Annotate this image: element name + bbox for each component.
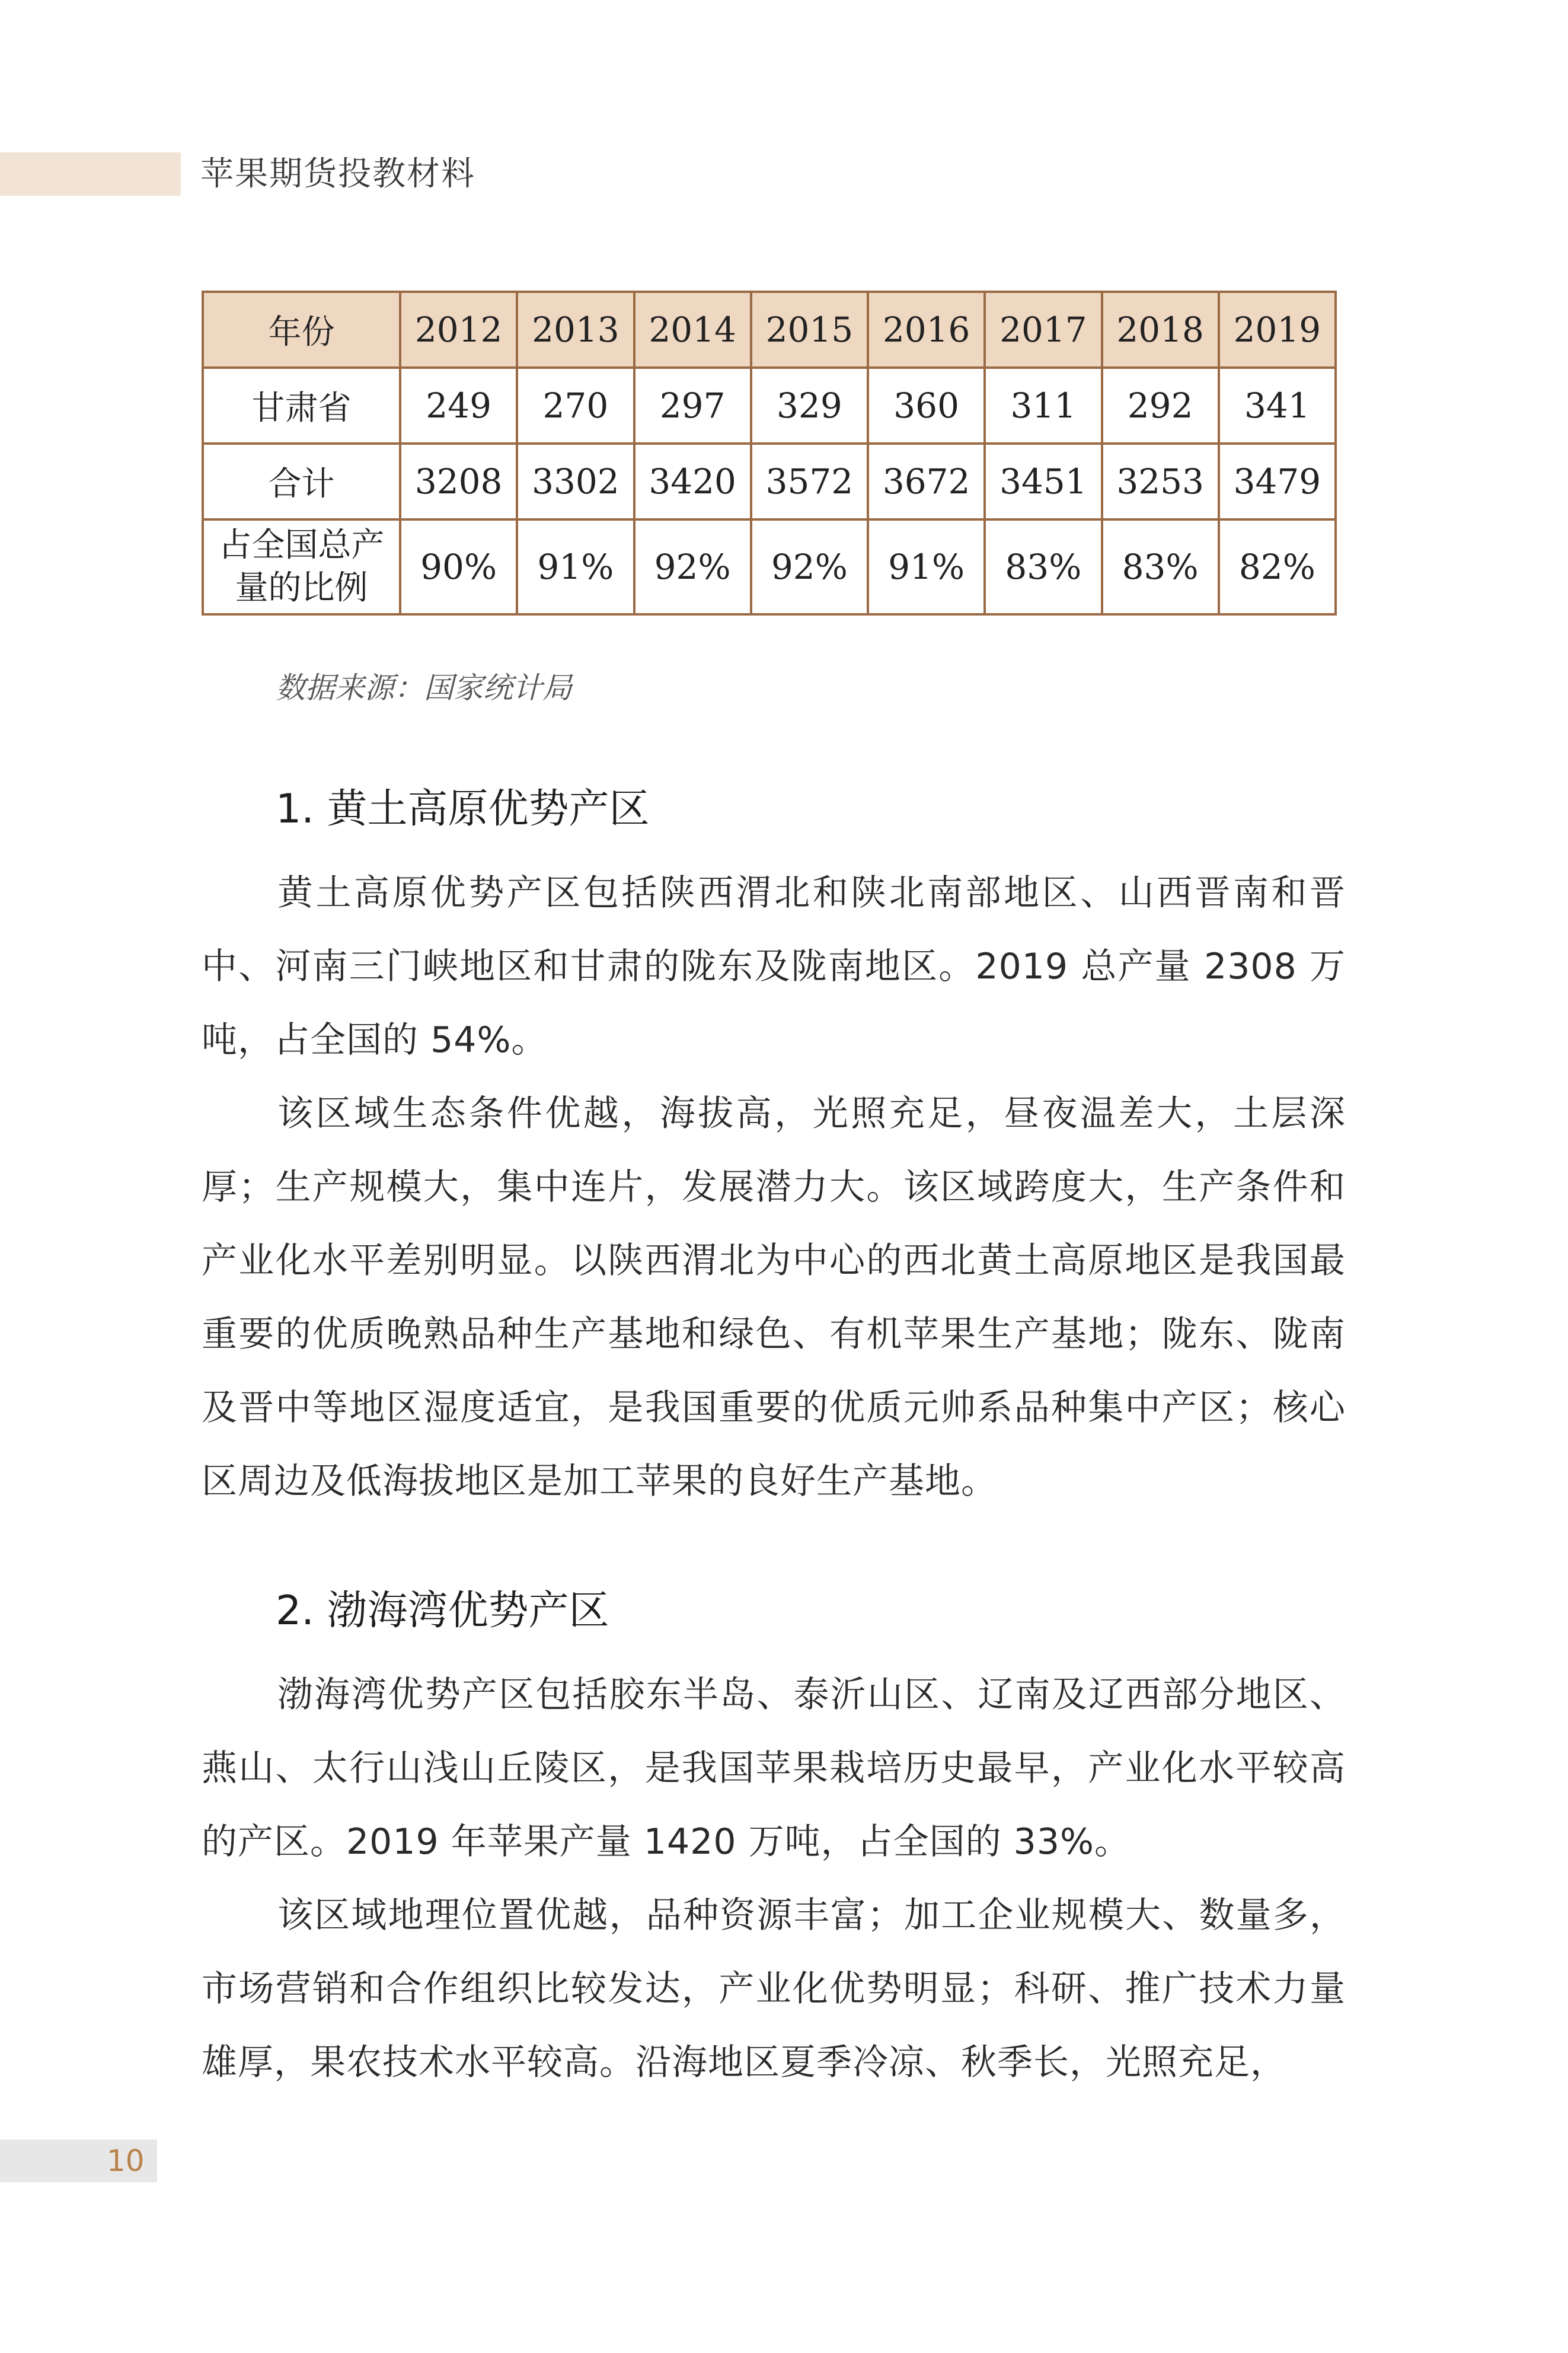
table-header-row	[203, 292, 1336, 368]
page-number: 10	[107, 2144, 145, 2178]
table-cell: 83%	[985, 519, 1101, 614]
table-header-year: 2012	[400, 292, 517, 368]
table-header-year: 2013	[517, 292, 634, 368]
table-cell: 92%	[634, 519, 751, 614]
table-header-year: 2016	[868, 292, 985, 368]
table-cell: 3479	[1219, 444, 1336, 519]
table-cell: 297	[634, 368, 751, 444]
section-heading: 2. 渤海湾优势产区	[276, 1587, 609, 1634]
header-accent-band	[0, 152, 181, 196]
table-cell: 82%	[1219, 519, 1336, 614]
body-paragraph: 渤海湾优势产区包括胶东半岛、泰沂山区、辽南及辽西部分地区、燕山、太行山浅山丘陵区，是我国苹果栽培历史最早，产业化水平较高的产区。2019 年苹果产量 1420 万吨，占全国的 33%。	[202, 1674, 1346, 1863]
data-source-note: 数据来源：国家统计局	[276, 671, 572, 705]
table-row-total	[203, 444, 1336, 519]
section-heading: 1. 黄土高原优势产区	[276, 786, 650, 833]
table-row-label: 合计	[203, 444, 400, 519]
table-cell: 3302	[517, 444, 634, 519]
table-cell: 249	[400, 368, 517, 444]
table-cell: 3451	[985, 444, 1101, 519]
production-table	[202, 291, 1337, 616]
table-cell: 270	[517, 368, 634, 444]
table-cell: 3253	[1102, 444, 1219, 519]
table-cell: 3672	[868, 444, 985, 519]
body-paragraph: 该区域生态条件优越，海拔高，光照充足，昼夜温差大，土层深厚；生产规模大，集中连片，发展潜力大。该区域跨度大，生产条件和产业化水平差别明显。以陕西渭北为中心的西北黄土高原地区是我国最重要的优质晚熟品种生产基地和绿色、有机苹果生产基地；陇东、陇南及晋中等地区湿度适宜，是我国重要的优质元帅系品种集中产区；核心区周边及低海拔地区是加工苹果的良好生产基地。	[202, 1093, 1346, 1502]
table-cell: 3208	[400, 444, 517, 519]
table-cell: 3572	[751, 444, 868, 519]
table-header-year: 2014	[634, 292, 751, 368]
table-header-year: 2017	[985, 292, 1101, 368]
table-cell: 91%	[868, 519, 985, 614]
table-cell: 3420	[634, 444, 751, 519]
table-row-share	[203, 519, 1336, 614]
table-cell: 329	[751, 368, 868, 444]
table-cell: 83%	[1102, 519, 1219, 614]
table-row-label: 甘肃省	[203, 368, 400, 444]
table-header-label: 年份	[203, 292, 400, 368]
table-cell: 360	[868, 368, 985, 444]
body-paragraph: 黄土高原优势产区包括陕西渭北和陕北南部地区、山西晋南和晋中、河南三门峡地区和甘肃的陇东及陇南地区。2019 总产量 2308 万吨，占全国的 54%。	[202, 872, 1346, 1061]
table-row-label: 占全国总产量的比例	[203, 519, 400, 614]
table-cell: 341	[1219, 368, 1336, 444]
table-cell: 92%	[751, 519, 868, 614]
table-row-gansu	[203, 368, 1336, 444]
table-cell: 91%	[517, 519, 634, 614]
table-cell: 90%	[400, 519, 517, 614]
running-header-title: 苹果期货投教材料	[200, 155, 475, 193]
table-header-year: 2019	[1219, 292, 1336, 368]
table-header-year: 2015	[751, 292, 868, 368]
table-cell: 311	[985, 368, 1101, 444]
table-cell: 292	[1102, 368, 1219, 444]
body-paragraph: 该区域地理位置优越，品种资源丰富；加工企业规模大、数量多，市场营销和合作组织比较发达，产业化优势明显；科研、推广技术力量雄厚，果农技术水平较高。沿海地区夏季冷凉、秋季长，光照充足，	[202, 1895, 1346, 2083]
table-header-year: 2018	[1102, 292, 1219, 368]
